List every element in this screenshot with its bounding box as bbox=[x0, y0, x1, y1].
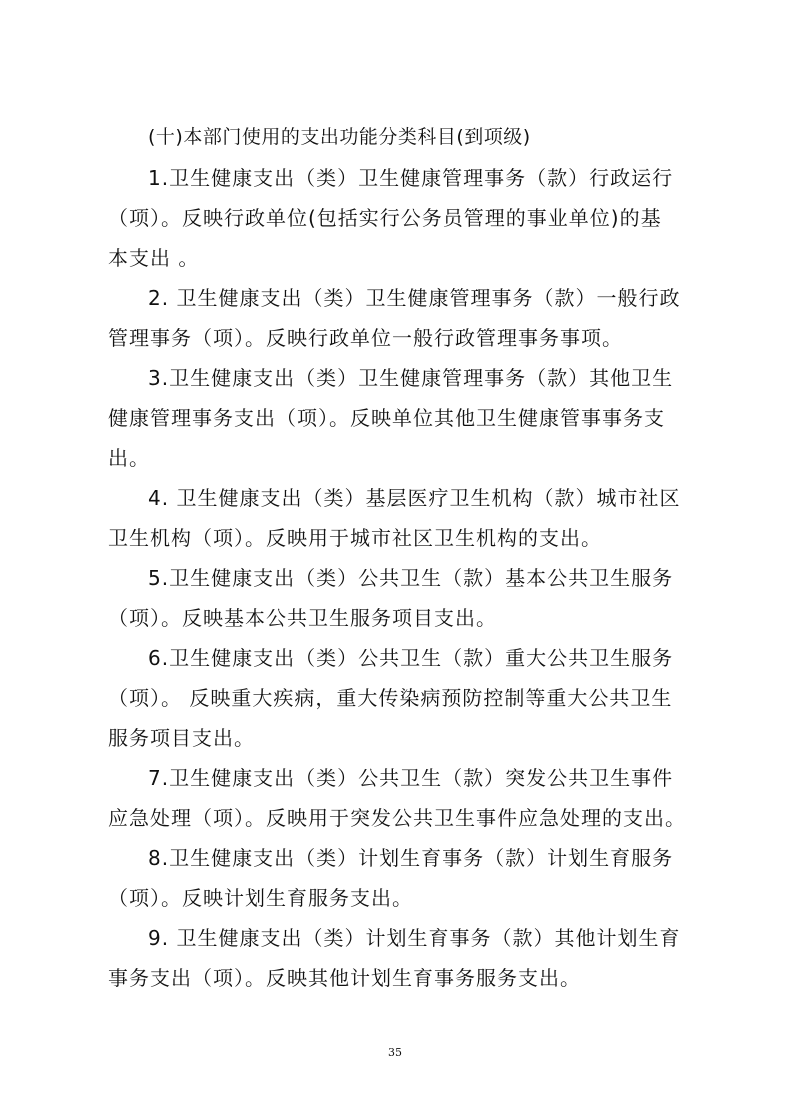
paragraph-line: 7.卫生健康支出（类）公共卫生（款）突发公共卫生事件 bbox=[148, 766, 674, 790]
paragraph-line: 服务项目支出。 bbox=[108, 726, 255, 750]
paragraph-item-3 bbox=[108, 358, 698, 478]
paragraph-line: 8.卫生健康支出（类）计划生育事务（款）计划生育服务 bbox=[148, 846, 674, 870]
section-heading: (十)本部门使用的支出功能分类科目(到项级) bbox=[148, 126, 531, 148]
paragraph-item-5 bbox=[108, 558, 698, 638]
paragraph-line: 9. 卫生健康支出（类）计划生育事务（款）其他计划生育 bbox=[148, 926, 681, 950]
paragraph-line: 2. 卫生健康支出（类）卫生健康管理事务（款）一般行政 bbox=[148, 286, 681, 310]
paragraph-item-8 bbox=[108, 838, 698, 918]
paragraph-line: 出。 bbox=[108, 446, 150, 470]
paragraph-line: 5.卫生健康支出（类）公共卫生（款）基本公共卫生服务 bbox=[148, 566, 674, 590]
paragraph-line: （项）。 反映重大疾病，重大传染病预防控制等重大公共卫生 bbox=[108, 686, 673, 710]
paragraph-line: 1.卫生健康支出（类）卫生健康管理事务（款）行政运行 bbox=[148, 166, 674, 190]
paragraph-line: 健康管理事务支出（项）。反映单位其他卫生健康管事事务支 bbox=[108, 406, 665, 430]
paragraph-line: 6.卫生健康支出（类）公共卫生（款）重大公共卫生服务 bbox=[148, 646, 674, 670]
paragraph-item-1 bbox=[108, 158, 698, 278]
page-number: 35 bbox=[388, 1046, 402, 1059]
paragraph-line: 管理事务（项）。反映行政单位一般行政管理事务事项。 bbox=[108, 326, 623, 350]
paragraph-line: （项）。反映行政单位(包括实行公务员管理的事业单位)的基 bbox=[108, 206, 662, 230]
paragraph-line: 本支出 。 bbox=[108, 246, 200, 270]
paragraph-line: （项）。反映基本公共卫生服务项目支出。 bbox=[108, 606, 497, 630]
paragraph-line: 3.卫生健康支出（类）卫生健康管理事务（款）其他卫生 bbox=[148, 366, 674, 390]
paragraph-item-6 bbox=[108, 638, 698, 758]
paragraph-line: 卫生机构（项）。反映用于城市社区卫生机构的支出。 bbox=[108, 526, 602, 550]
paragraph-line: 4. 卫生健康支出（类）基层医疗卫生机构（款）城市社区 bbox=[148, 486, 681, 510]
paragraph-item-9 bbox=[108, 918, 698, 998]
paragraph-item-7 bbox=[108, 758, 698, 838]
paragraph-line: 事务支出（项）。反映其他计划生育事务服务支出。 bbox=[108, 966, 581, 990]
paragraph-item-4 bbox=[108, 478, 698, 558]
paragraph-line: （项）。反映计划生育服务支出。 bbox=[108, 886, 413, 910]
paragraph-item-2 bbox=[108, 278, 698, 358]
paragraph-line: 应急处理（项）。反映用于突发公共卫生事件应急处理的支出。 bbox=[108, 806, 686, 830]
